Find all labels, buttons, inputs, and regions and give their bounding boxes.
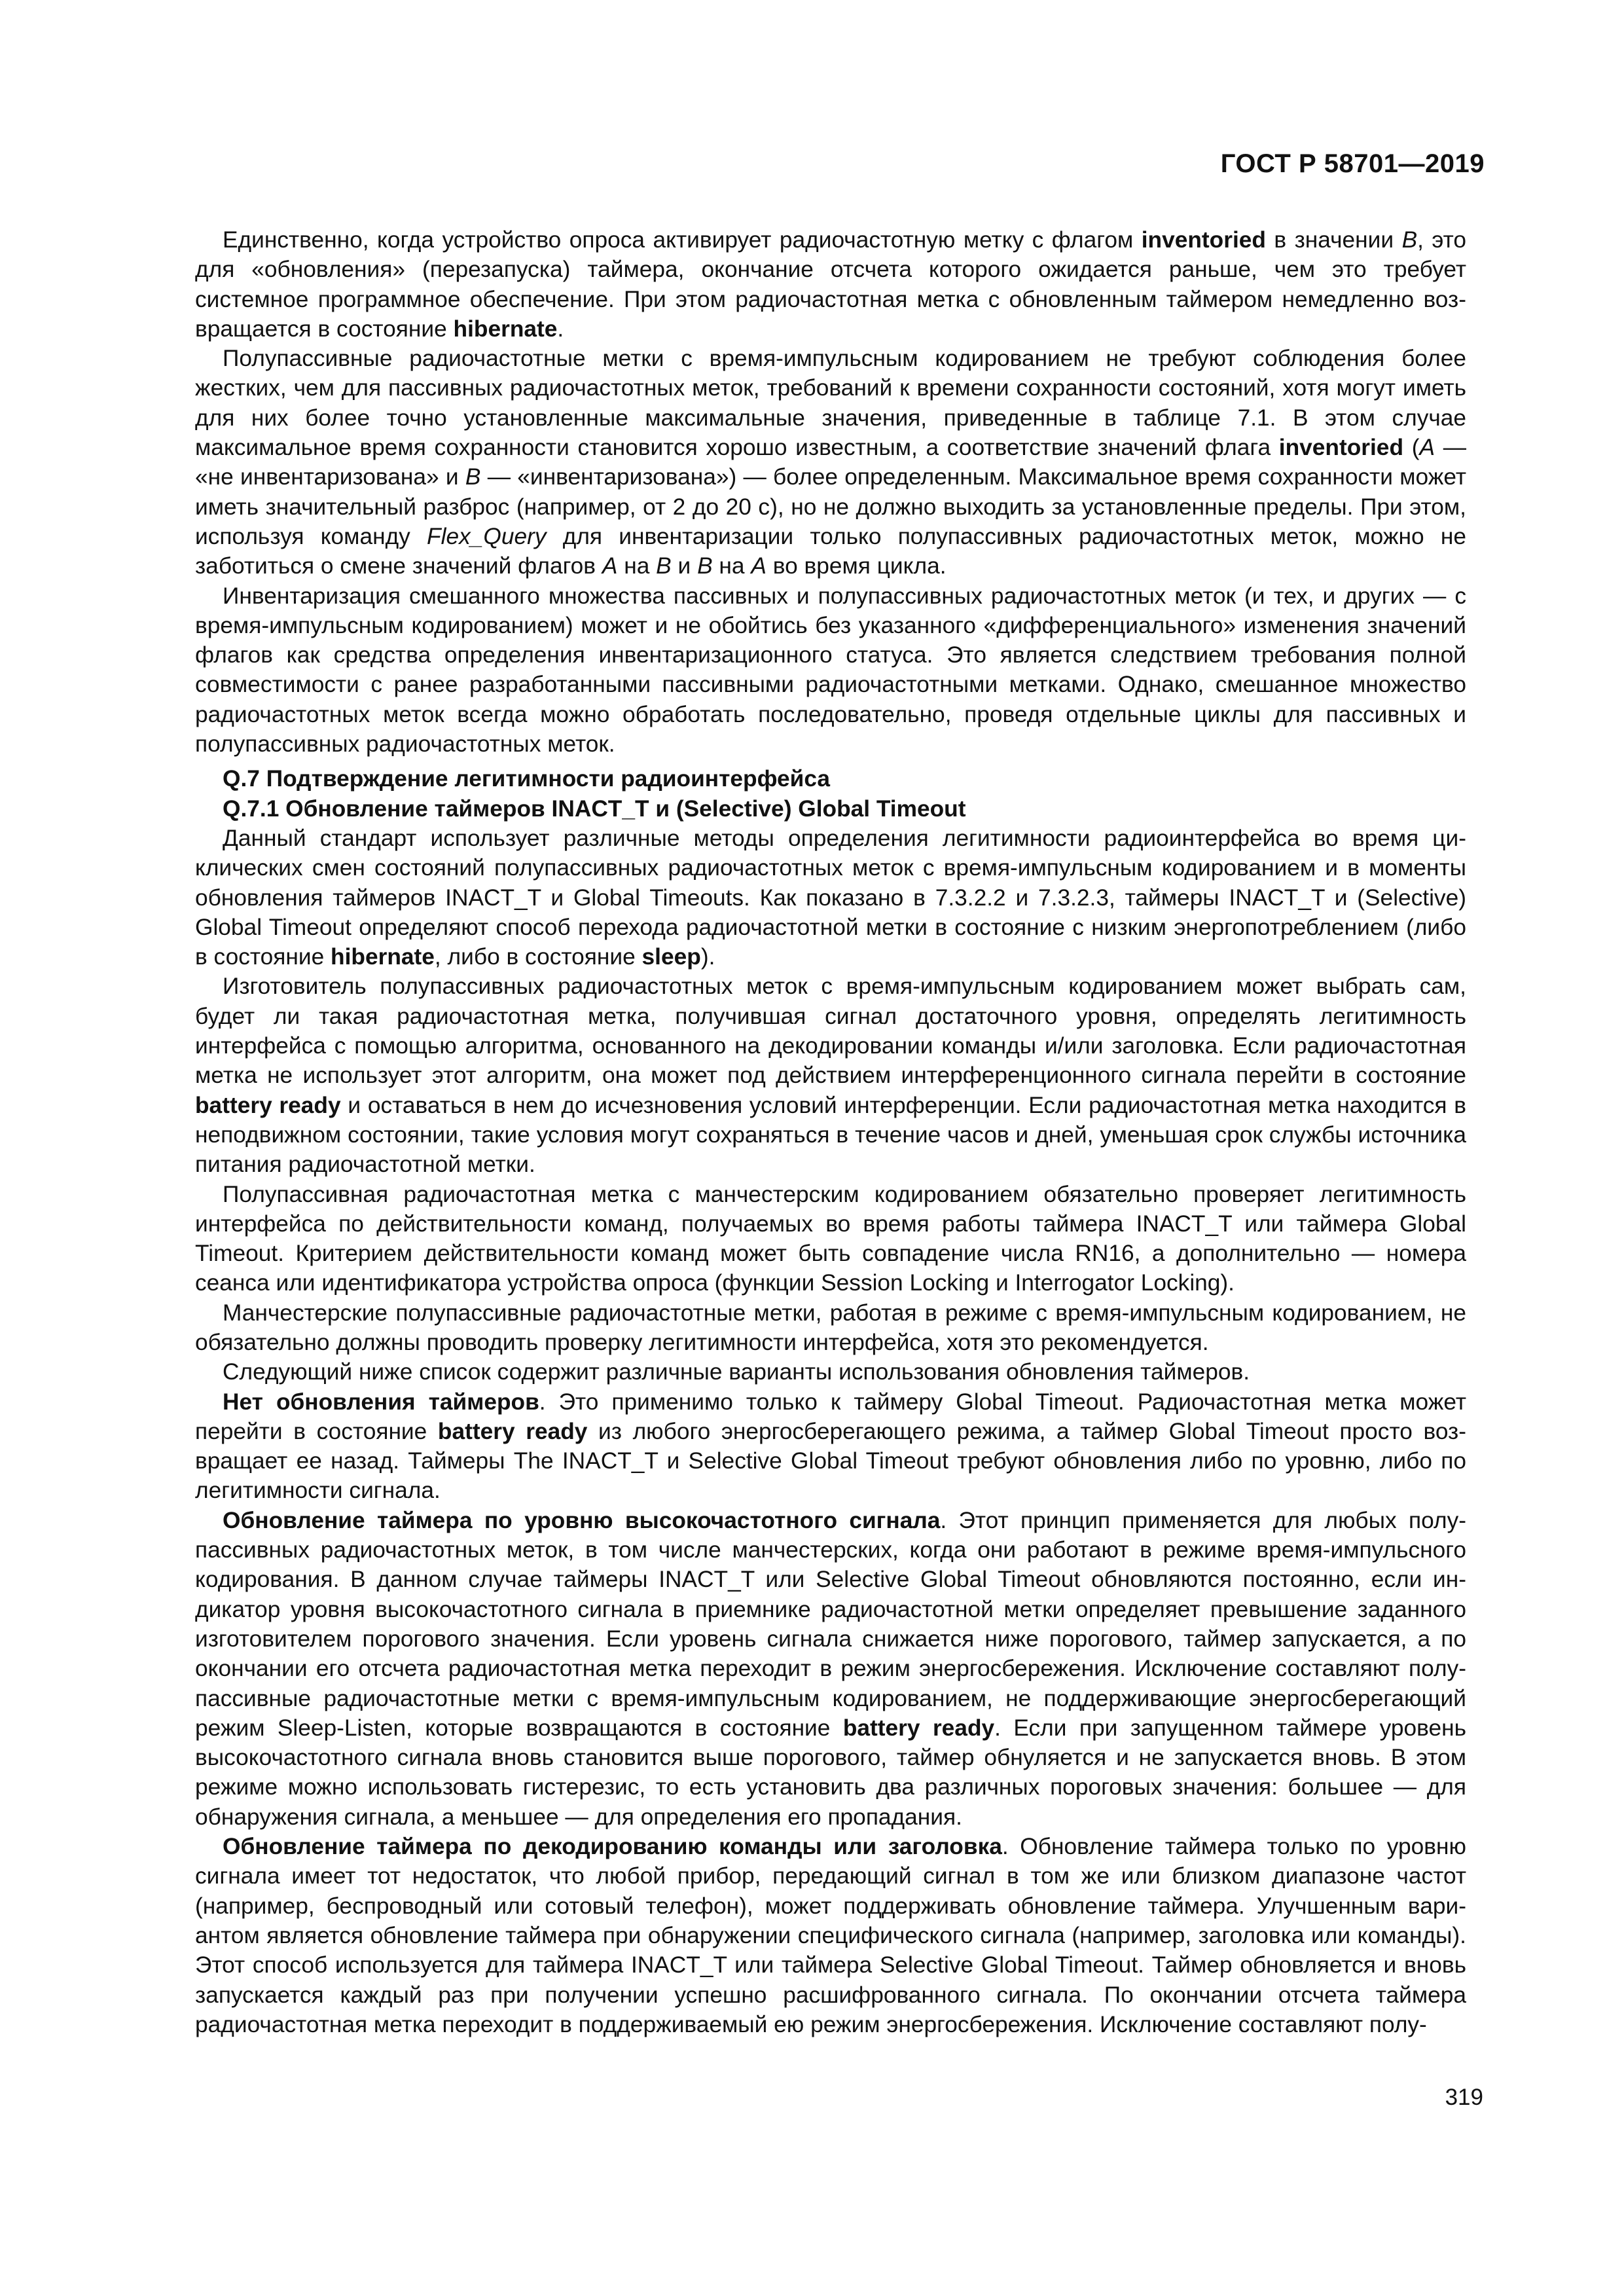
text-run: . Если при запущенном таймере уровень высокочастотного сигнала вновь становится выше порогового, таймер обнуляется и не запускается вновь. В этом режиме можно использовать гистерезис, то есть установить два различных пороговых значения: большее — для обнаружения сигнала, а меньшее — для определения его пропадания. (195, 1715, 1466, 1830)
text-run: . Этот принцип применяется для любых полупассивных радиочастотных меток, в том числе манчестерских, когда они работают в режиме время-импульсного кодирования. В данном случае таймеры INACT_T или Selective Global Timeout обновляются постоянно, если индикатор уровня высокочастотного сигнала в приемнике радиочастотной метки определяет превышение заданного изготовителем порогового значения. Если уровень сигнала снижается ниже порогового, таймер запускается, а по окончании его отсчета радиочастотная метка переходит в режим энергосбережения. Исключение составляют полупассивные радиочастотные метки с время-импульсным кодированием, не поддерживающие энергосберегающий режим Sleep-Listen, которые возвращаются в состояние (195, 1507, 1466, 1741)
bold-term: battery ready (842, 1715, 995, 1741)
italic-term: B (697, 553, 713, 579)
italic-term: B (465, 464, 481, 490)
document-header: ГОСТ Р 58701—2019 (1220, 149, 1485, 178)
text-run: ). (700, 944, 715, 970)
paragraph-list-intro (195, 1357, 1466, 1387)
text-run: на (617, 553, 657, 579)
list-item-no-timer-update (195, 1387, 1466, 1506)
bold-term: inventoried (1141, 227, 1266, 253)
italic-term: Flex_Query (427, 523, 547, 549)
paragraph-manufacturer-choice (195, 972, 1466, 1179)
text-run: во время цикла. (766, 553, 947, 579)
text-run: на (712, 553, 751, 579)
text-run: — «инвентаризована») — более определенным. Максимальное время сохранности может иметь значительный разброс (например, от 2 до 20 с), но не должно выходить за установленные пределы. При этом, используя команду (195, 464, 1466, 549)
paragraph-manchester-tpp (195, 1298, 1466, 1358)
text-run: Следующий ниже список содержит различные варианты использования обновления таймеров. (223, 1359, 1250, 1385)
page-number: 319 (1445, 2085, 1483, 2110)
text-run: — «не инвентаризована» и (195, 435, 1467, 490)
text-run: ( (1403, 435, 1420, 461)
text-run: в значении (1265, 227, 1402, 253)
paragraph-semipassive-persistence (195, 344, 1466, 581)
bold-term: Обновление таймера по уровню высокочастотного сигнала (223, 1507, 941, 1533)
text-run: и (671, 553, 698, 579)
bold-term: hibernate (453, 316, 558, 342)
bold-term: inventoried (1278, 435, 1404, 461)
paragraph-mixed-inventory (195, 581, 1466, 759)
italic-term: A (751, 553, 767, 579)
text-run: , либо в состояние (434, 944, 642, 970)
text-run: и оставаться в нем до исчезновения условий интерференции. Если радиочастотная метка находится в неподвижном состоянии, такие условия могут сохраняться в течение часов и дней, уменьшая срок службы источника питания радиочастотной метки. (195, 1092, 1466, 1178)
bold-term: Обновление таймера по декодированию команды или заголовка (223, 1834, 1002, 1860)
bold-term: Нет обновления таймеров (223, 1389, 539, 1415)
text-run: . (557, 316, 564, 342)
italic-term: A (602, 553, 618, 579)
paragraph-legitimacy-methods (195, 824, 1466, 972)
bold-term: battery ready (437, 1418, 588, 1444)
text-run: , это для «обновления» (перезапуска) таймера, окончание отсчета которого ожидается раньше, чем это требует системное программное обеспечение. При этом радиочастотная метка с обновленным таймером немедленно возвращается в состояние (195, 227, 1467, 342)
italic-term: A (1419, 435, 1435, 461)
list-item-command-decode-update (195, 1832, 1466, 2039)
list-item-rf-level-update (195, 1506, 1466, 1832)
paragraph-flag-update (195, 225, 1466, 344)
text-run: Полупассивные радиочастотные метки с время-импульсным кодированием не требуют соблюдения более жестких, чем для пассивных радиочастотных меток, требований к времени сохранности состояний, хотя могут иметь для них более точно установленные максимальные значения, приведенные в таблице 7.1. В этом случае максимальное время сохранности становится хорошо известным, а соответствие значений флага (195, 346, 1466, 461)
text-run: Единственно, когда устройство опроса активирует радиочастотную метку с флагом (223, 227, 1142, 253)
text-run: . Это применимо только к таймеру Global Timeout. Радиочастотная метка может перейти в состояние (195, 1389, 1466, 1444)
section-heading-q71: Q.7.1 Обновление таймеров INACT_T и (Selective) Global Timeout (223, 795, 966, 822)
italic-term: B (656, 553, 672, 579)
text-run: . Обновление таймера только по уровню сигнала имеет тот недостаток, что любой прибор, передающий сигнал в том же или близком диапазоне частот (например, беспроводный или сотовый телефон), может поддерживать обновление таймера. Улучшенным вариантом является обновление таймера при обнаружении специфического сигнала (например, заголовка или команды). Этот способ используется для таймера INACT_T или таймера Selective Global Timeout. Таймер обновляется и вновь запускается каждый раз при получении успешно расшифрованного сигнала. По окончании отсчета таймера радиочастотная метка переходит в поддерживаемый ею режим энергосбережения. Исключение составляют полу- (195, 1834, 1466, 2037)
section-heading-q7: Q.7 Подтверждение легитимности радиоинтерфейса (223, 766, 831, 792)
text-run: для инвентаризации только полупассивных радиочастотных меток, можно не заботиться о смене значений флагов (195, 523, 1466, 579)
text-run: из любого энергосберегающего режима, а таймер Global Timeout просто возвращает ее назад. Таймеры The INACT_T и Selective Global Timeout требуют обновления либо по уровню, либо по легитимности сигнала. (195, 1418, 1467, 1504)
document-body (195, 225, 1466, 2039)
text-run: Изготовитель полупассивных радиочастотных меток с время-импульсным кодированием может выбрать сам, будет ли такая радиочастотная метка, получившая сигнал достаточного уровня, определять легитимность интерфейса с помощью алгоритма, основанного на декодировании команды и/или заголовка. Если радиочастотная метка не использует этот алгоритм, она может под действием интерференционного сигнала перейти в состояние (195, 974, 1466, 1089)
text-run: Инвентаризация смешанного множества пассивных и полупассивных радиочастотных меток (и тех, и других — с время-импульсным кодированием) может и не обойтись без указанного «дифференциального» изменения значений флагов как средства определения инвентаризационного статуса. Это является следствием требования полной совместимости с ранее разработанными пассивными радиочастотными метками. Однако, смешанное множество радиочастотных меток всегда можно обработать последовательно, проведя отдельные циклы для пассивных и полупассивных радиочастотных меток. (195, 583, 1466, 757)
paragraph-manchester-validation (195, 1180, 1466, 1298)
bold-term: sleep (641, 944, 701, 970)
bold-term: hibernate (331, 944, 435, 970)
italic-term: B (1401, 227, 1418, 253)
bold-term: battery ready (195, 1092, 341, 1118)
text-run: Манчестерские полупассивные радиочастотные метки, работая в режиме с время-импульсным кодированием, не обязательно должны проводить проверку легитимности интерфейса, хотя это рекомендуется. (195, 1300, 1466, 1355)
text-run: Данный стандарт использует различные методы определения легитимности радиоинтерфейса во время циклических смен состояний полупассивных радиочастотных меток с время-импульсным кодированием и в моменты обновления таймеров INACT_T и Global Timeouts. Как показано в 7.3.2.2 и 7.3.2.3, таймеры INACT_T и (Selective) Global Timeout определяют способ перехода радиочастотной метки в состояние с низким энергопотреблением (либо в состояние (195, 825, 1466, 970)
text-run: Полупассивная радиочастотная метка с манчестерским кодированием обязательно проверяет легитимность интерфейса по действительности команд, получаемых во время работы таймера INACT_T или таймера Global Timeout. Критерием действительности команд может быть совпадение числа RN16, а дополнительно — номера сеанса или идентификатора устройства опроса (функции Session Locking и Interrogator Locking). (195, 1181, 1466, 1296)
